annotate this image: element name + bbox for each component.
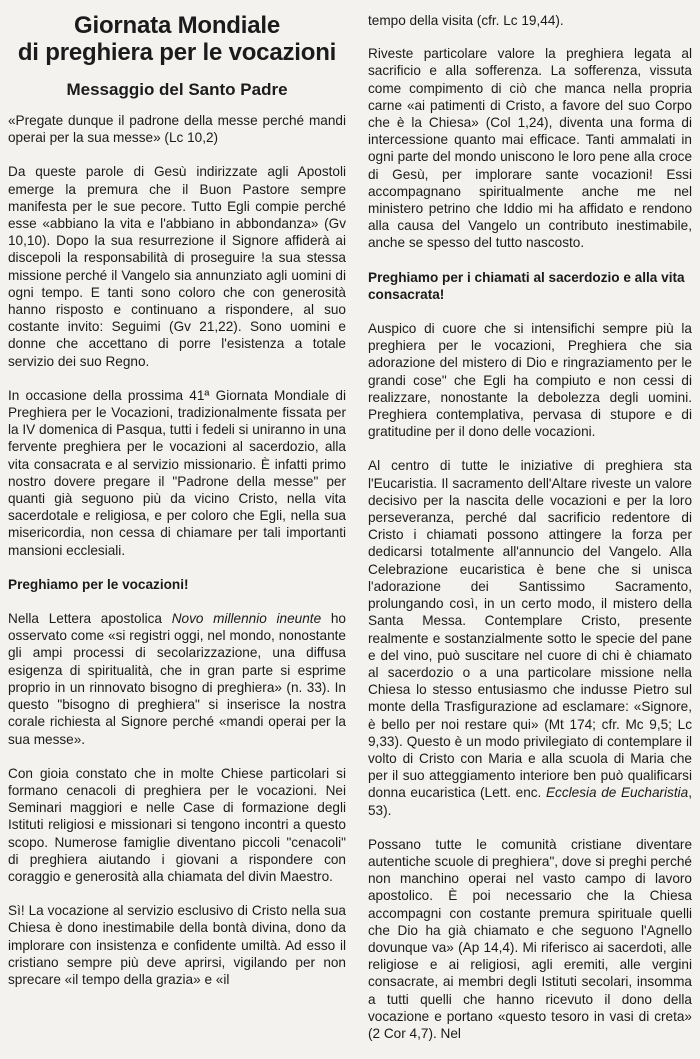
body-paragraph: Possano tutte le comunità cristiane diventare autentiche scuole di preghiera", dove si preghi perché non manchino operai nel vasto campo di lavoro apostolico. È poi necessario che la Chiesa accompagni con costante premura spirituale quelli che Dio ha già chiamato e che seguono l'Agnello dovunque va» (Ap 14,4). Mi riferisco ai sacerdoti, alle religiose e ai religiosi, agli eremiti, alle vergini consacrate, ai membri degli Istituti secolari, insomma a tutti quelli che hanno ricevuto il dono della vocazione e portano «questo tesoro in vasi di creta» (2 Cor 4,7). Nel	[368, 836, 692, 1041]
title-line-1: Giornata Mondiale	[74, 12, 280, 39]
italic-title: Novo millennio ineunte	[171, 611, 322, 627]
body-paragraph	[368, 457, 692, 818]
page-subtitle: Messaggio del Santo Padre	[66, 80, 288, 99]
section-heading: Preghiamo per le vocazioni!	[8, 576, 189, 592]
body-paragraph: Riveste particolare valore la preghiera legata al sacrificio e alla sofferenza. La sofferenza, vissuta come compimento di ciò che manca nella propria carne «ai patimenti di Cristo, a favore del suo Corpo che è la Chiesa» (Col 1,24), diventa una forma di intercessione quanto mai efficace. Tanti ammalati in ogni parte del mondo uniscono le loro pene alla croce di Gesù, per implorare sante vocazioni! Essi accompagnano spiritualmente anche me nel ministero petrino che Iddio mi ha affidato e rendono alla causa del Vangelo un contributo inestimabile, anche se spesso del tutto nascosto.	[368, 46, 692, 251]
text-span: ho osservato come «si registri oggi, nel mondo, nonostante gli ampi processi di secolarizzazione, una diffusa esigenza di spiritualità, che in gran parte si esprime proprio in un rinnovato bisogno di preghiera» (n. 33). In questo "bisogno di preghiera" si inserisce la nostra corale richiesta al Signore perché «mandi operai per la sua messe».	[8, 611, 346, 747]
epigraph-paragraph: «Pregate dunque il padrone della messe perché mandi operai per la sua messe» (Lc 10,2)	[8, 113, 346, 146]
right-column	[368, 12, 692, 1059]
italic-title: Ecclesia de Eucharistia	[545, 785, 689, 801]
body-paragraph: Da queste parole di Gesù indirizzate agli Apostoli emerge la premura che il Buon Pastore sempre manifesta per le sue pecore. Tutto Egli compie perché esse «abbiano la vita e l'abbiano in abbondanza» (Gv 10,10). Dopo la sua resurrezione il Signore affiderà ai discepoli la responsabilità di proseguire !a sua stessa missione perché il Vangelo sia annunziato agli uomini di ogni tempo. E tanti sono coloro che con generosità hanno risposto e continuano a rispondere, al suo costante invito: Seguimi (Gv 21,22). Sono uomini e donne che accettano di porre l'esistenza a totale servizio dei suo Regno.	[8, 164, 346, 369]
section-heading: Preghiamo per i chiamati al sacerdozio e alla vita consacrata!	[368, 269, 685, 302]
text-span: , 53).	[368, 785, 692, 818]
body-paragraph: Sì! La vocazione al servizio esclusivo di Cristo nella sua Chiesa è dono inestimabile della bontà divina, dono da implorare con insistenza e confidente umiltà. Ad esso il cristiano sempre più deve aprirsi, vigilando per non sprecare «il tempo della grazia» e «il	[8, 903, 346, 987]
left-column	[8, 10, 346, 1005]
text-span: Nella Lettera apostolica	[8, 611, 172, 627]
text-span: Al centro di tutte le iniziative di preghiera sta l'Eucaristia. Il sacramento dell'Altare riveste un valore decisivo per la nascita delle vocazioni e per la loro perseveranza, perché dal sacrificio redentore di Cristo i chiamati possono attingere la forza per dedicarsi totalmente all'annuncio del Vangelo. Alla Celebrazione eucaristica è bene che si unisca l'adorazione dei Santissimo Sacramento, prolungando così, in un certo modo, il mistero della Santa Messa. Contemplare Cristo, presente realmente e sostanzialmente sotto le specie del pane e del vino, può suscitare nel cuore di chi è chiamato al sacerdozio o a una particolare missione nella Chiesa lo stesso entusiasmo che indusse Pietro sul monte della Trasfigurazione ad esclamare: «Signore, è bello per noi restare qui» (Mt 174; cfr. Mc 9,5; Lc 9,33). Questo è un modo privilegiato di contemplare il volto di Cristo con Maria e alla scuola di Maria che per il suo atteggiamento interiore ben può qualificarsi donna eucaristica (Lett. enc.	[368, 458, 692, 801]
body-paragraph	[8, 610, 346, 748]
body-paragraph: In occasione della prossima 41ª Giornata Mondiale di Preghiera per le Vocazioni, tradizionalmente fissata per la IV domenica di Pasqua, tutti i fedeli si uniranno in una fervente preghiera per le vocazioni al sacerdozio, alla vita consacrata e al servizio missionario. È infatti primo nostro dovere pregare il "Padrone della messe" per quanti già seguono più da vicino Cristo, nella vita sacerdotale e religiosa, e per coloro che Egli, nella sua misericordia, non cessa di chiamare per tali importanti mansioni ecclesiali.	[8, 387, 346, 558]
body-paragraph: Auspico di cuore che si intensifichi sempre più la preghiera per le vocazioni, Preghiera che sia adorazione del mistero di Dio e ringraziamento per le grandi cose" che Egli ha compiuto e non cessi di realizzare, nonostante la debolezza degli uomini. Preghiera contemplativa, pervasa di stupore e di gratitudine per il dono delle vocazioni.	[368, 321, 692, 440]
body-paragraph: Con gioia constato che in molte Chiese particolari si formano cenacoli di preghiera per le vocazioni. Nei Seminari maggiori e nelle Case di formazione degli Istituti religiosi e missionari si tengono incontri a questo scopo. Numerose famiglie diventano piccoli "cenacoli" di preghiera aiutando i giovani a rispondere con coraggio e generosità alla chiamata del divin Maestro.	[8, 765, 346, 884]
continuation-paragraph: tempo della visita (cfr. Lc 19,44).	[368, 13, 564, 28]
page-title	[8, 12, 346, 66]
title-line-2: di preghiera per le vocazioni	[17, 39, 337, 66]
